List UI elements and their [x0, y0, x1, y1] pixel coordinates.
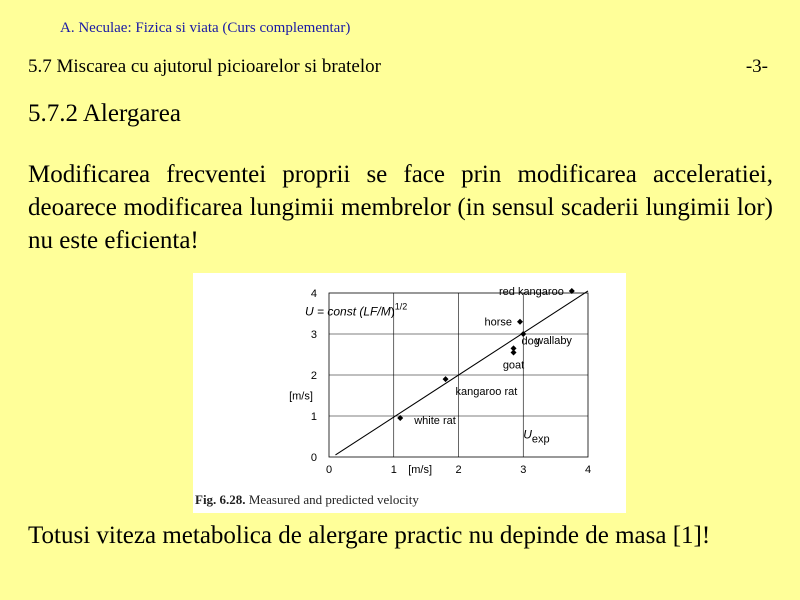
velocity-chart	[193, 273, 626, 491]
body-paragraph: Modificarea frecventei proprii se face prin modificarea acceleratiei, deoarece modificarea lungimii membrelor (in sensul scaderii lungimii lor) nu este eficienta!	[28, 161, 773, 254]
section-title: 5.7 Miscarea cu ajutorul picioarelor si bratelor	[28, 56, 381, 77]
x-tick-label: 4	[584, 464, 592, 476]
data-label-wallaby: wallaby	[535, 335, 572, 347]
formula-close: )	[390, 304, 395, 319]
uexp-main: U	[523, 427, 532, 442]
page-number: -3-	[745, 56, 768, 77]
y-tick-label: 3	[310, 329, 317, 341]
x-tick-label: 0	[325, 464, 333, 476]
uexp-sub: exp	[531, 433, 550, 446]
formula-exponent: 1/2	[394, 301, 408, 312]
data-label-white-rat: white rat	[414, 415, 456, 428]
figure-caption-text: Measured and predicted velocity	[248, 492, 419, 507]
y-tick-label: 1	[310, 411, 317, 423]
chart-text	[289, 286, 591, 476]
formula-main: U = const (	[305, 304, 364, 319]
header-author: A. Neculae: Fizica si viata (Curs complementar)	[60, 20, 351, 36]
x-tick-label: 1	[390, 464, 397, 476]
x-tick-label: 3	[520, 464, 527, 476]
subsection-title: 5.7.2 Alergarea	[28, 100, 181, 127]
figure-caption	[195, 492, 419, 508]
formula-italic: LF/M	[363, 304, 391, 319]
uexp-annotation	[523, 428, 549, 446]
data-label-horse: horse	[484, 316, 513, 329]
x-axis-label: [m/s]	[408, 464, 433, 476]
y-tick-label: 2	[310, 370, 317, 382]
y-tick-label: 4	[310, 288, 317, 300]
section-heading	[28, 56, 768, 78]
y-tick-label: 0	[310, 452, 317, 464]
data-point-horse	[517, 319, 523, 325]
data-label-goat: goat	[502, 359, 525, 372]
closing-sentence: Totusi viteza metabolica de alergare practic nu depinde de masa [1]!	[28, 522, 711, 549]
data-label-kangaroo-rat: kangaroo rat	[455, 386, 518, 399]
figure-caption-label: Fig. 6.28.	[195, 492, 246, 507]
velocity-figure	[193, 273, 626, 513]
data-label-dog: dog	[521, 335, 540, 348]
x-tick-label: 2	[455, 464, 462, 476]
data-point-kangaroo-rat	[443, 376, 449, 382]
y-axis-label: [m/s]	[289, 390, 313, 403]
data-label-red-kangaroo: red kangaroo	[498, 285, 564, 298]
formula-annotation	[305, 302, 407, 319]
data-point-goat	[511, 349, 517, 355]
